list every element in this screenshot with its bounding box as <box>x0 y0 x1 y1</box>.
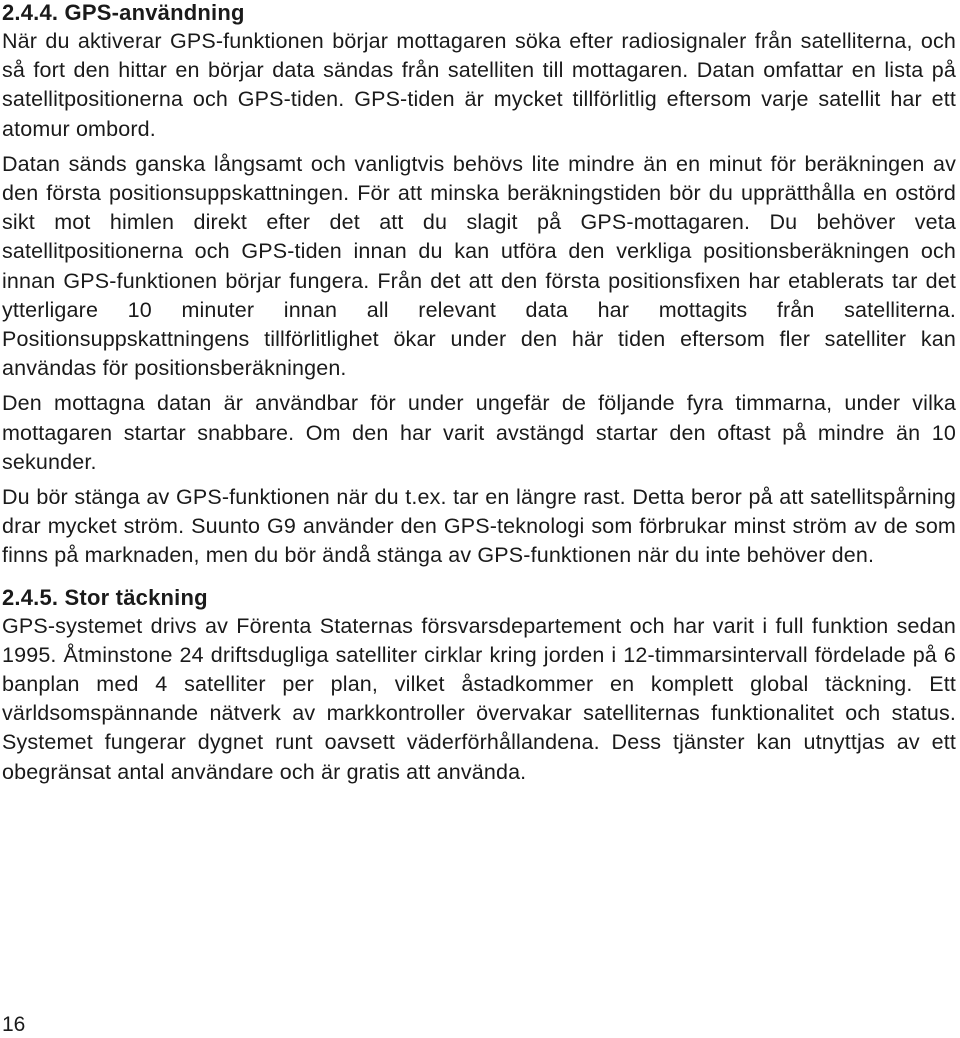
paragraph-power-saving: Du bör stänga av GPS-funktionen när du t.ex. tar en längre rast. Detta beror på att satellitspårning drar mycket ström. Suunto G9 använder den GPS-teknologi som förbrukar minst ström av de som finns på marknaden, men du bör ändå stänga av GPS-funktionen när du inte behöver den. <box>2 485 956 568</box>
section-coverage <box>2 583 956 787</box>
section-heading-coverage: 2.4.5. Stor täckning <box>2 584 208 610</box>
section-spacer <box>2 575 956 583</box>
paragraph-data-transfer: Datan sänds ganska långsamt och vanligtvis behövs lite mindre än en minut för beräkningen av den första positionsuppskattningen. För att minska beräkningstiden bör du upprätthålla en ostörd sikt mot himlen direkt efter det att du slagit på GPS-mottagaren. Du behöver veta satellitpositionerna och GPS-tiden innan du kan utföra den verkliga positionsberäkningen och innan GPS-funktionen börjar fungera. Från det att den första positionsfixen har etablerats tar det ytterligare 10 minuter innan all relevant data har mottagits från satelliterna. Positionsuppskattningens tillförlitlighet ökar under den här tiden eftersom fler satelliter kan användas för positionsberäkningen. <box>2 151 956 381</box>
section-heading-gps-usage: 2.4.4. GPS-användning <box>2 0 245 25</box>
section-gps-usage <box>2 0 956 571</box>
page-number: 16 <box>2 1013 26 1036</box>
manual-page <box>2 0 956 793</box>
paragraph-data-validity: Den mottagna datan är användbar för under ungefär de följande fyra timmarna, under vilka mottagaren startar snabbare. Om den har varit avstängd startar den oftast på mindre än 10 sekunder. <box>2 391 956 474</box>
paragraph-gps-system: GPS-systemet drivs av Förenta Staternas försvarsdepartement och har varit i full funktion sedan 1995. Åtminstone 24 driftsdugliga satelliter cirklar kring jorden i 12-timmarsintervall fördelade på 6 banplan med 4 satelliter per plan, vilket åstadkommer en komplett global täckning. Ett världsomspännande nätverk av markkontroller övervakar satelliternas funktionalitet och status. Systemet fungerar dygnet runt oavsett väderförhållandena. Dess tjänster kan utnyttjas av ett obegränsat antal användare och är gratis att använda. <box>2 613 956 784</box>
paragraph-gps-activation: När du aktiverar GPS-funktionen börjar mottagaren söka efter radiosignaler från satelliterna, och så fort den hittar en börjar data sändas från satelliten till mottagaren. Datan omfattar en lista på satellitpositionerna och GPS-tiden. GPS-tiden är mycket tillförlitlig eftersom varje satellit har ett atomur ombord. <box>2 29 956 141</box>
